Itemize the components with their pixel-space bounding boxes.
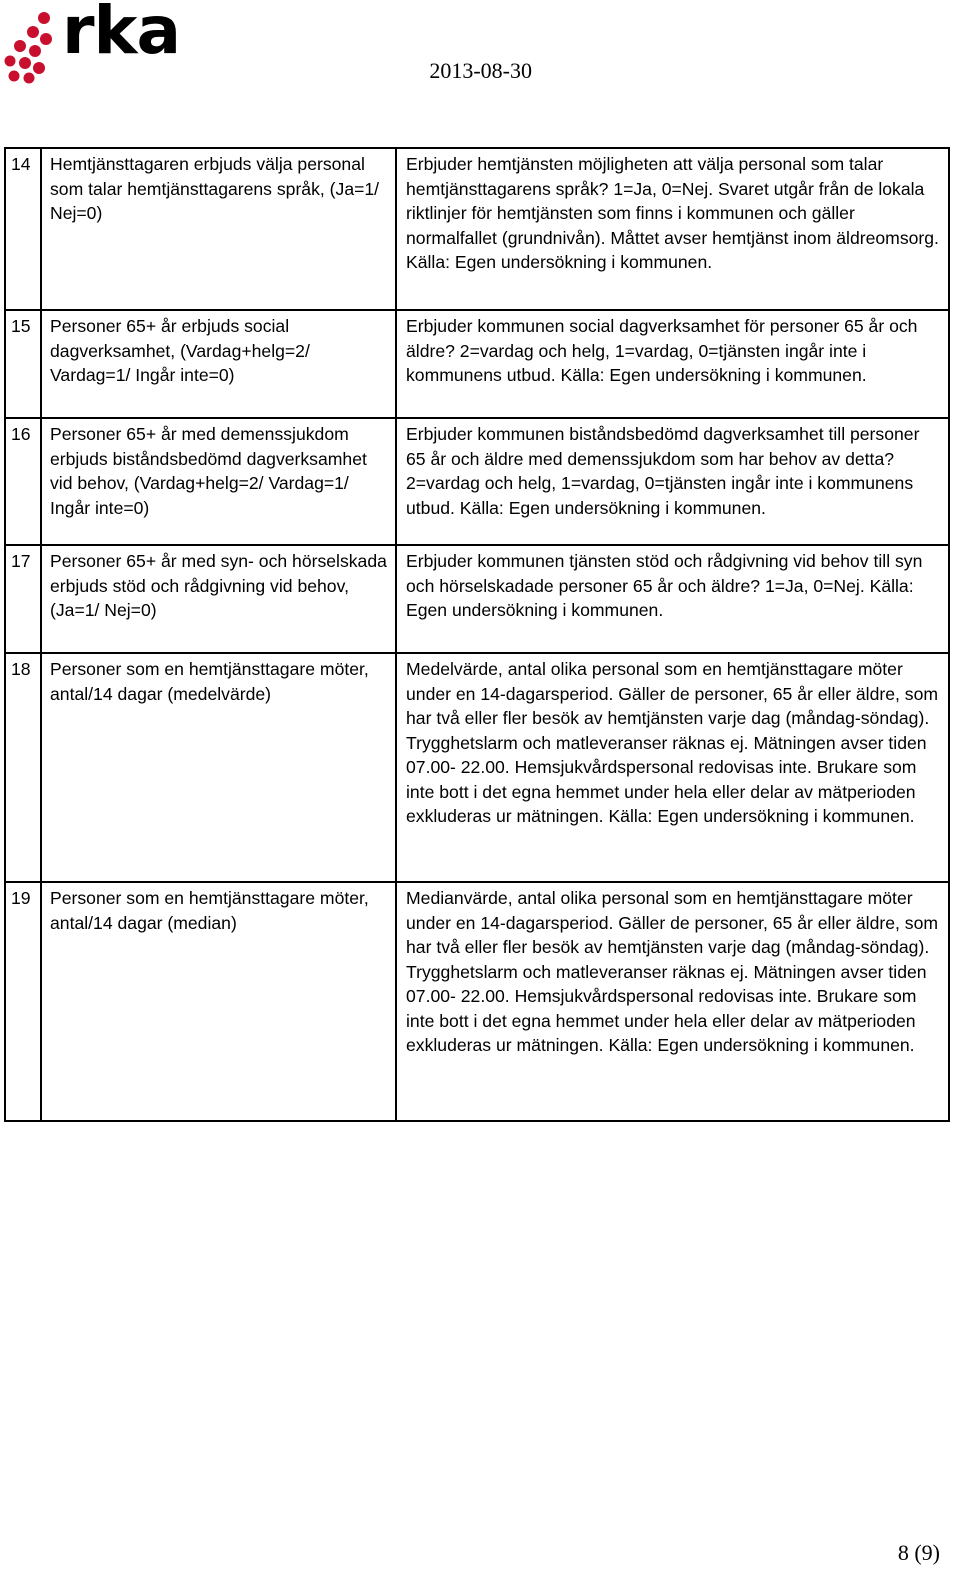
row-number: 15 [5,310,41,418]
page-number: 8 (9) [897,1540,940,1565]
logo-wordmark: rka [62,0,180,69]
criterion-description: Erbjuder kommunen biståndsbedömd dagverksamhet till personer 65 år och äldre med demenssjukdom som har behov av detta? 2=vardag och helg, 1=vardag, 0=tjänsten ingår inte i kommunens utbud. Källa: Egen undersökning i kommunen. [396,418,949,545]
rka-logo [4,0,180,84]
document-date: 2013-08-30 [429,58,532,83]
row-number: 19 [5,882,41,1121]
table-row [5,418,949,545]
criteria-table [4,147,950,1122]
row-number: 14 [5,148,41,310]
table-row [5,882,949,1121]
criterion-name: Personer som en hemtjänsttagare möter, antal/14 dagar (medelvärde) [41,653,396,882]
criterion-description: Medelvärde, antal olika personal som en hemtjänsttagare möter under en 14-dagarsperiod. Gäller de personer, 65 år eller äldre, som har två eller fler besök av hemtjänsten varje dag (måndag-söndag). Trygghetslarm och matleveranser räknas ej. Mätningen avser tiden 07.00- 22.00. Hemsjukvårdspersonal redovisas inte. Brukare som inte bott i det egna hemmet under hela eller delar av mätperioden exkluderas ur mätningen. Källa: Egen undersökning i kommunen. [396,653,949,882]
criterion-description: Erbjuder kommunen social dagverksamhet för personer 65 år och äldre? 2=vardag och helg, 1=vardag, 0=tjänsten ingår inte i kommunens utbud. Källa: Egen undersökning i kommunen. [396,310,949,418]
table-row [5,310,949,418]
criterion-description: Erbjuder kommunen tjänsten stöd och rådgivning vid behov till syn och hörselskadade personer 65 år och äldre? 1=Ja, 0=Nej. Källa: Egen undersökning i kommunen. [396,545,949,653]
criterion-name: Personer 65+ år med syn- och hörselskada erbjuds stöd och rådgivning vid behov, (Ja=1/ Nej=0) [41,545,396,653]
criterion-name: Personer 65+ år erbjuds social dagverksamhet, (Vardag+helg=2/ Vardag=1/ Ingår inte=0) [41,310,396,418]
row-number: 18 [5,653,41,882]
logo-dots-icon [4,6,64,84]
row-number: 16 [5,418,41,545]
row-number: 17 [5,545,41,653]
table-row [5,545,949,653]
criterion-name: Hemtjänsttagaren erbjuds välja personal som talar hemtjänsttagarens språk, (Ja=1/ Nej=0) [41,148,396,310]
criterion-name: Personer som en hemtjänsttagare möter, antal/14 dagar (median) [41,882,396,1121]
table-row [5,148,949,310]
criterion-description: Erbjuder hemtjänsten möjligheten att välja personal som talar hemtjänsttagarens språk? 1=Ja, 0=Nej. Svaret utgår från de lokala riktlinjer för hemtjänsten som finns i kommunen och gäller normalfallet (grundnivån). Måttet avser hemtjänst inom äldreomsorg. Källa: Egen undersökning i kommunen. [396,148,949,310]
criterion-name: Personer 65+ år med demenssjukdom erbjuds biståndsbedömd dagverksamhet vid behov, (Vardag+helg=2/ Vardag=1/ Ingår inte=0) [41,418,396,545]
table-row [5,653,949,882]
criterion-description: Medianvärde, antal olika personal som en hemtjänsttagare möter under en 14-dagarsperiod. Gäller de personer, 65 år eller äldre, som har två eller fler besök av hemtjänsten varje dag (måndag-söndag). Trygghetslarm och matleveranser räknas ej. Mätningen avser tiden 07.00- 22.00. Hemsjukvårdspersonal redovisas inte. Brukare som inte bott i det egna hemmet under hela eller delar av mätperioden exkluderas ur mätningen. Källa: Egen undersökning i kommunen. [396,882,949,1121]
